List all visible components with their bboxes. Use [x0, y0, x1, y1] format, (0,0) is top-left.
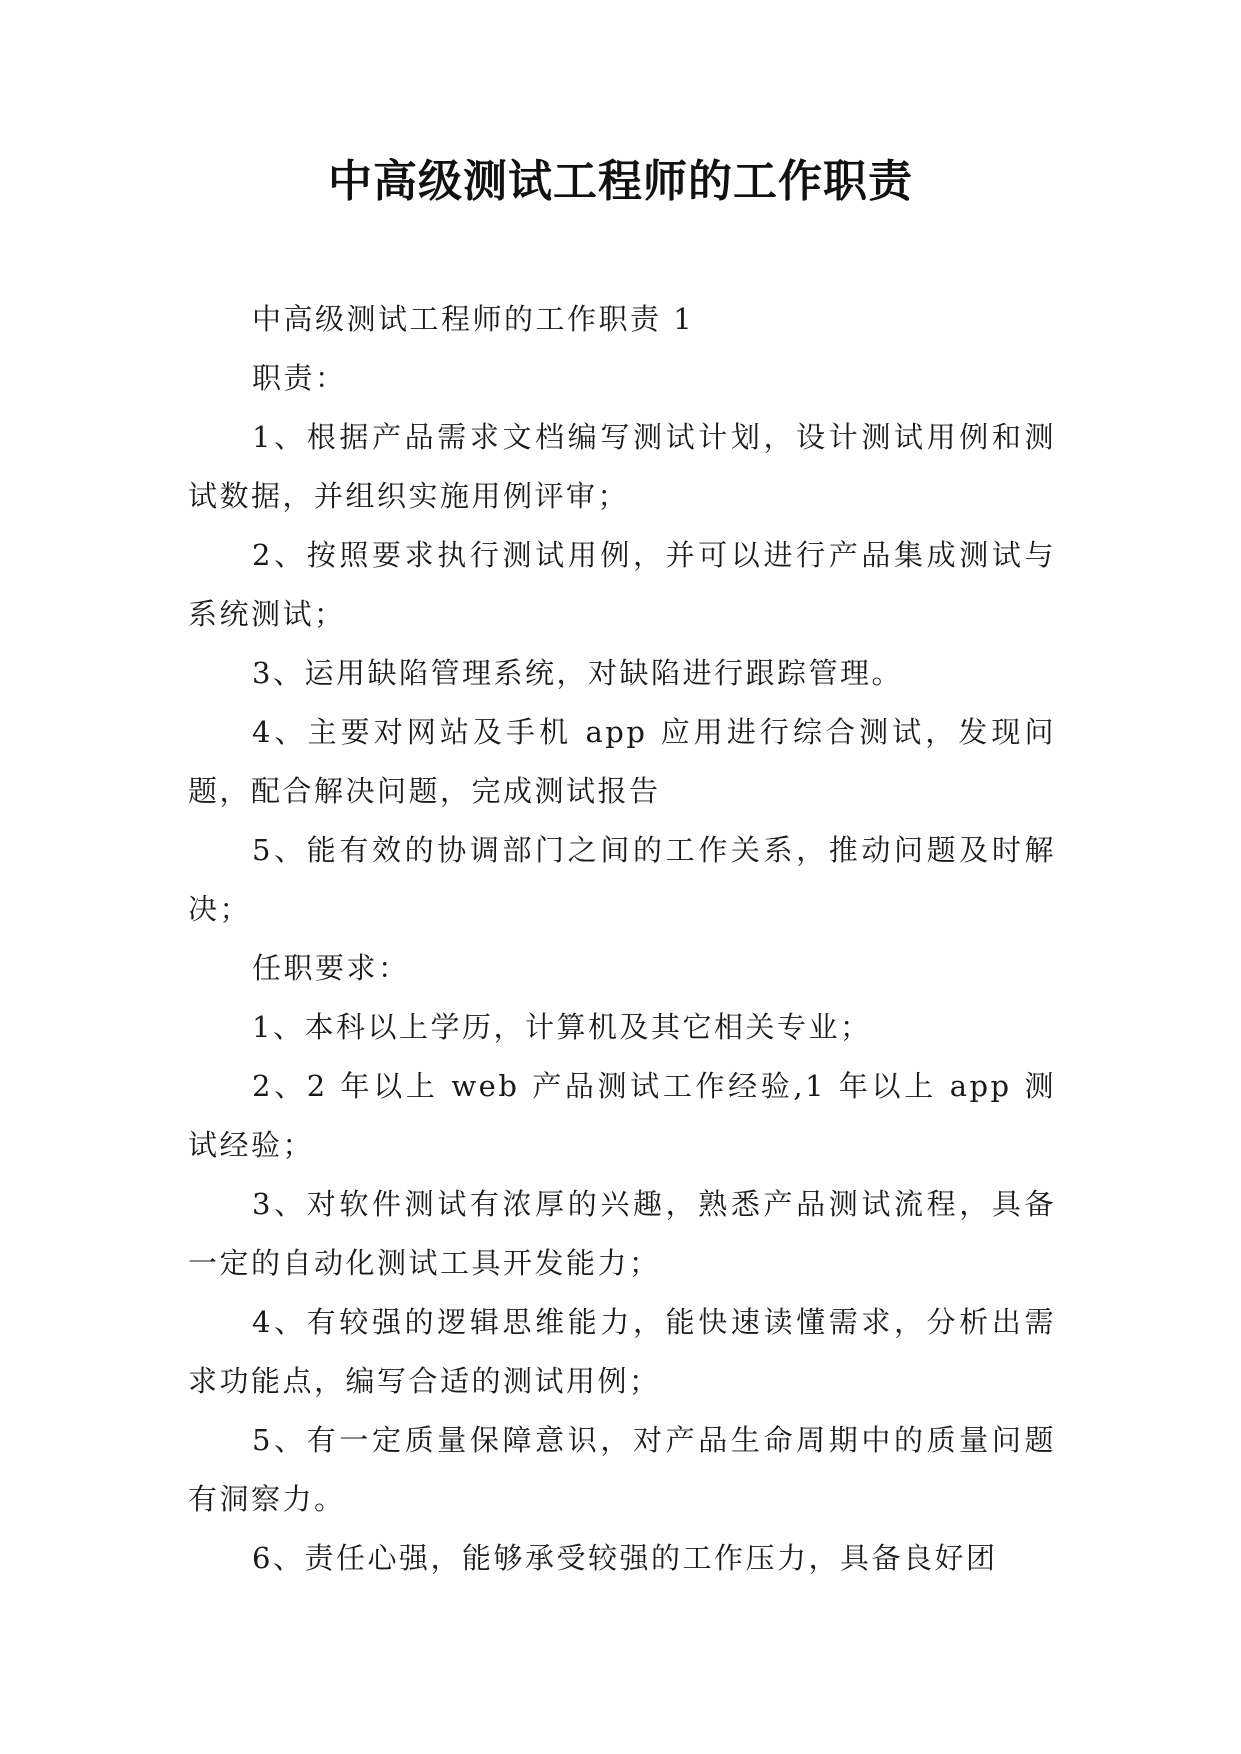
document-body	[188, 290, 1056, 1588]
subheading-requirements: 任职要求：	[252, 951, 410, 985]
list-item: 5、能有效的协调部门之间的工作关系，推动问题及时解决；	[188, 833, 1056, 926]
list-item: 1、根据产品需求文档编写测试计划，设计测试用例和测试数据，并组织实施用例评审；	[188, 420, 1056, 513]
list-item: 2、按照要求执行测试用例，并可以进行产品集成测试与系统测试；	[188, 538, 1056, 631]
list-item: 2、2 年以上 web 产品测试工作经验,1 年以上 app 测试经验；	[188, 1069, 1056, 1162]
list-item: 4、有较强的逻辑思维能力，能快速读懂需求，分析出需求功能点，编写合适的测试用例；	[188, 1305, 1056, 1398]
subheading-responsibilities: 职责：	[252, 361, 347, 395]
list-item: 3、运用缺陷管理系统，对缺陷进行跟踪管理。	[252, 656, 903, 690]
list-item: 4、主要对网站及手机 app 应用进行综合测试，发现问题，配合解决问题，完成测试报告	[188, 715, 1056, 808]
list-item: 5、有一定质量保障意识，对产品生命周期中的质量问题有洞察力。	[188, 1423, 1056, 1516]
document-title: 中高级测试工程师的工作职责	[328, 156, 913, 207]
section-heading: 中高级测试工程师的工作职责 1	[252, 302, 695, 336]
list-item: 1、本科以上学历，计算机及其它相关专业；	[252, 1010, 872, 1044]
list-item: 6、责任心强，能够承受较强的工作压力，具备良好团	[252, 1541, 998, 1575]
list-item: 3、对软件测试有浓厚的兴趣，熟悉产品测试流程，具备一定的自动化测试工具开发能力；	[188, 1187, 1056, 1280]
